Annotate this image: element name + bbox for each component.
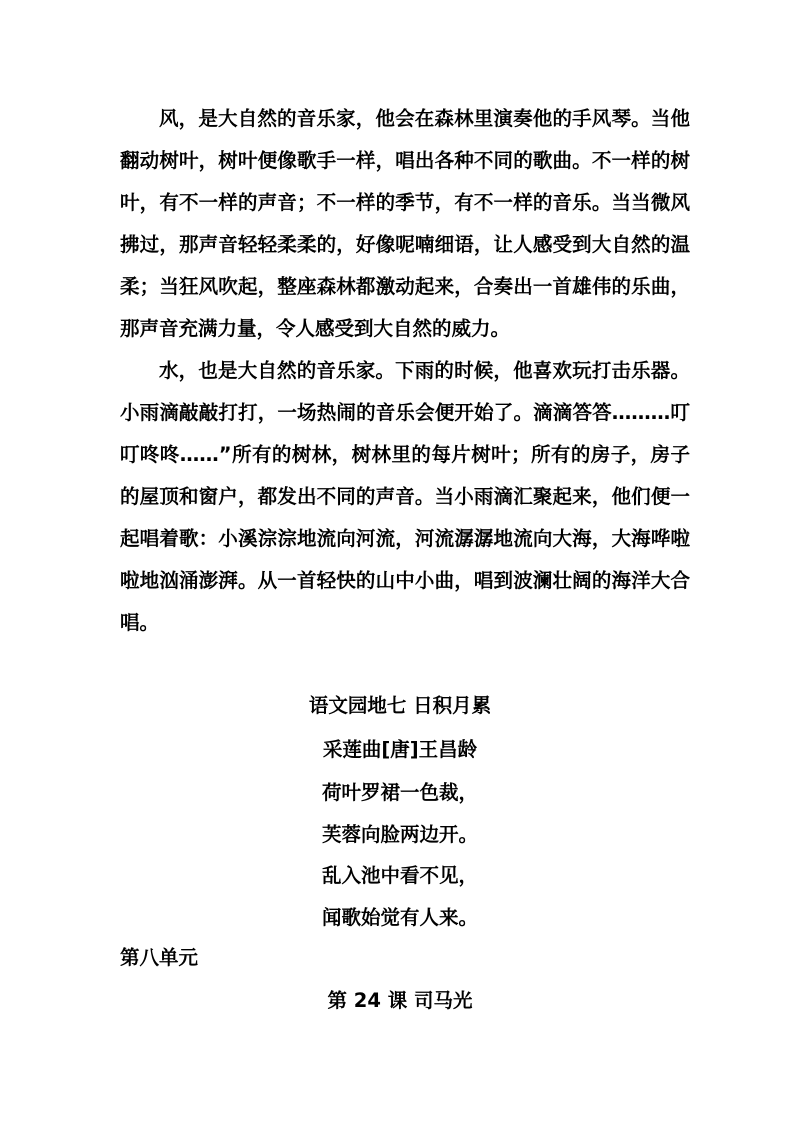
- unit-heading: 第八单元: [120, 946, 199, 969]
- poem-line-4: 闻歌始觉有人来。: [321, 906, 478, 929]
- poem-line-3: 乱入池中看不见，: [321, 864, 478, 887]
- lesson-heading: 第 24 课 司马光: [327, 989, 473, 1012]
- poem-line-1: 荷叶罗裙一色裁，: [321, 781, 478, 804]
- section-heading: 语文园地七 日积月累: [308, 694, 492, 717]
- poem-line-2: 芙蓉向脸两边开。: [321, 823, 478, 846]
- paragraph-water: 水，也是大自然的音乐家。下雨的时候，他喜欢玩打击乐器。小雨滴敲敲打打，一场热闹的音乐会便开始了。滴滴答答………叮叮咚咚……”所有的树林，树林里的每片树叶；所有的房子，房子的屋顶和窗户，都发出不同的声音。当小雨滴汇聚起来，他们便一起唱着歌：小溪淙淙地流向河流，河流潺潺地流向大海，大海哗啦啦地汹涌澎湃。从一首轻快的山中小曲，唱到波澜壮阔的海洋大合唱。: [120, 359, 690, 634]
- poem-title: 采莲曲[唐]王昌龄: [322, 738, 478, 761]
- paragraph-wind: 风，是大自然的音乐家，他会在森林里演奏他的手风琴。当他翻动树叶，树叶便像歌手一样，唱出各种不同的歌曲。不一样的树叶，有不一样的声音；不一样的季节，有不一样的音乐。当当微风拂过，那声音轻轻柔柔的，好像呢喃细语，让人感受到大自然的温柔；当狂风吹起，整座森林都激动起来，合奏出一首雄伟的乐曲，那声音充满力量，令人感受到大自然的威力。: [120, 107, 690, 340]
